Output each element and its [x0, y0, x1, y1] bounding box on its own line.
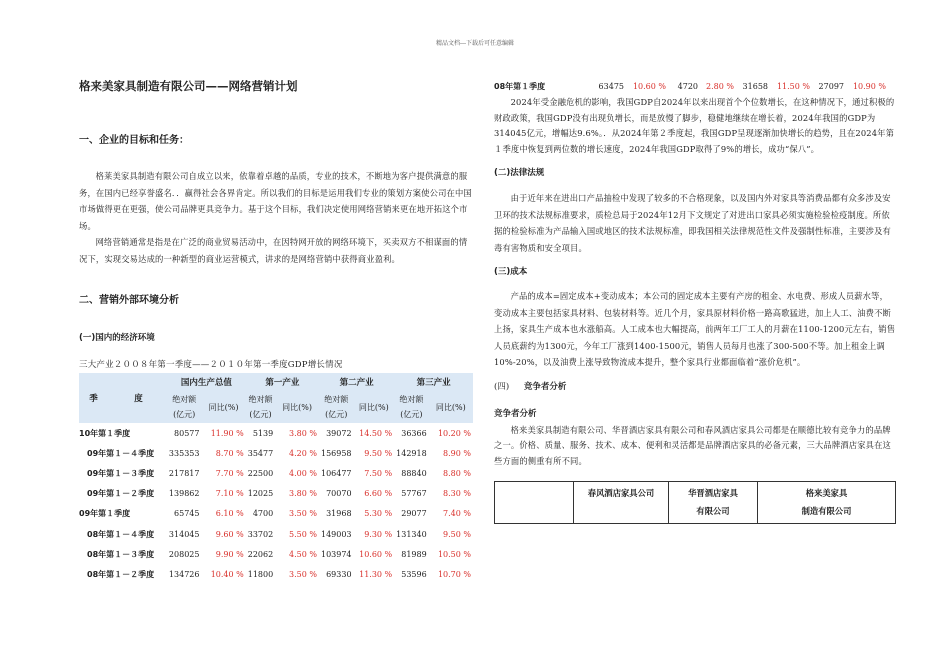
gdp-table: [79, 373, 473, 585]
law-subheading: (二)法律法规: [494, 168, 545, 179]
abs-header: 绝对额 (亿元): [394, 391, 429, 423]
yoy-percent-cell: 9.60 %: [215, 529, 244, 539]
table-row: [79, 463, 473, 483]
cost-subheading: (三)成本: [494, 267, 528, 278]
row-label: 09年第１－４季度: [87, 448, 155, 458]
comp-corner-cell: [495, 481, 574, 523]
left-column: [79, 78, 473, 585]
competitor-heading: 竞争者分析: [494, 408, 537, 419]
absolute-value-cell: 22062: [247, 549, 274, 559]
yoy-header: 同比(%): [429, 391, 473, 423]
yoy-percent-cell: 10.70 %: [437, 569, 471, 579]
section-1-heading: 一、企业的目标和任务：: [79, 135, 189, 146]
absolute-value-cell: 106477: [320, 468, 352, 478]
economy-paragraph: 2024年受金融危机的影响，我国GDP自2024年以来出现首个个位数增长，在这种情况下，通过积极的财政政策，我国GDP没有出现负增长，而是放慢了脚步，稳健地继续在增长着，2024年我国的GDP为314045亿元，增幅达9.6%。．从2024年第２季度起，我国GDP呈现逐渐加快增长的趋势，且在2024年第１季度中恢复到两位数的增长速度，2024年我国GDP取得了9%的增长，成功“保八”。: [494, 97, 895, 154]
yoy-percent-cell: 5.30 %: [364, 509, 393, 519]
absolute-value-cell: 57767: [401, 489, 427, 499]
absolute-value-cell: 5139: [252, 428, 274, 438]
row-label: 08年第１－４季度: [87, 529, 155, 539]
competitor-subheading: [494, 380, 896, 392]
table-row: [79, 443, 473, 463]
yoy-percent-cell: 3.50 %: [289, 569, 317, 579]
section-1-paragraph-1: 格莱美家具制造有限公司自成立以来，依靠着卓越的品质，专业的技术，不断地为客户提供满意的服务，在国内已经享誉盛名．．赢得社会各界肯定。所以我们的目标是运用我们专业的策划方案使公司在中国市场做得更在更强，使公司品牌更具竞争力。基于这个目标，我们决定使用网络营销来更在地开拓这个市场。: [79, 171, 472, 231]
season-header: 季 度: [79, 373, 167, 423]
primary-group-header: 第一产业: [246, 373, 319, 391]
absolute-value-cell: 139862: [168, 489, 200, 499]
row-label: 08年第１－２季度: [87, 569, 155, 579]
absolute-value-cell: 314045: [168, 529, 200, 539]
comp-col-chunfeng: 春风酒店家具公司: [574, 481, 669, 523]
competitor-subheading-text: 竞争者分析: [523, 381, 567, 392]
yoy-percent-cell: 9.50 %: [443, 529, 471, 539]
row-label: 09年第１季度: [79, 509, 131, 519]
law-paragraph: 由于近年来在进出口产品抽检中发现了较多的不合格现象，以及国内外对家具等消费品都有众多涉及安卫环的技术法规标准要求，质检总局于2024年12月下文规定了对进出口家具必须实施检验检疫制度。所依据的检验标准为产品输入国或地区的技术法规标准，即我国相关法律规范性文件及强制性标准，主要涉及有毒有害物质和安全项目。: [494, 193, 892, 253]
yoy-percent-cell: 14.50 %: [359, 428, 393, 438]
yoy-percent-cell: 4.00 %: [289, 468, 317, 478]
yoy-percent-cell: 9.50 %: [364, 448, 393, 458]
absolute-value-cell: 70070: [326, 489, 352, 499]
absolute-value-cell: 29077: [401, 509, 427, 519]
absolute-value-cell: 22500: [247, 468, 274, 478]
row-label: 08年第１季度: [494, 82, 546, 91]
row-label: 08年第１－３季度: [87, 549, 155, 559]
yoy-percent-cell: 5.50 %: [289, 529, 317, 539]
table-continued-row: [494, 78, 896, 95]
absolute-value-cell: 36366: [401, 428, 427, 438]
cell: 10.60 %: [632, 82, 666, 91]
right-column: [494, 78, 896, 524]
yoy-percent-cell: 4.20 %: [289, 448, 317, 458]
table-row: [79, 504, 473, 524]
yoy-percent-cell: 7.10 %: [215, 489, 244, 499]
cell: 63475: [598, 82, 624, 91]
table-row: [79, 564, 473, 584]
gdp-group-header: 国内生产总值: [167, 373, 246, 391]
economy-subheading: (一)国内的经济环境: [79, 333, 155, 343]
yoy-percent-cell: 7.40 %: [443, 509, 471, 519]
absolute-value-cell: 39072: [326, 428, 352, 438]
yoy-percent-cell: 9.30 %: [364, 529, 393, 539]
abs-header: 绝对额 (亿元): [319, 391, 354, 423]
cell: 2.80 %: [706, 82, 734, 91]
absolute-value-cell: 208025: [168, 549, 200, 559]
document-title: 格来美家具制造有限公司——网络营销计划: [79, 79, 298, 93]
absolute-value-cell: 134726: [168, 569, 200, 579]
absolute-value-cell: 35477: [247, 448, 274, 458]
secondary-group-header: 第二产业: [319, 373, 394, 391]
table-row: [79, 524, 473, 544]
absolute-value-cell: 33702: [247, 529, 274, 539]
competitor-table: [494, 481, 896, 524]
cell: 10.90 %: [852, 82, 886, 91]
absolute-value-cell: 11800: [247, 569, 274, 579]
abs-header: 绝对额 (亿元): [167, 391, 202, 423]
absolute-value-cell: 80577: [174, 428, 200, 438]
yoy-percent-cell: 8.80 %: [443, 468, 471, 478]
yoy-header: 同比(%): [354, 391, 395, 423]
table-row: [79, 544, 473, 564]
absolute-value-cell: 88840: [401, 468, 427, 478]
competitor-subheading-number: (四): [494, 381, 510, 392]
section-2-heading: 二、营销外部环境分析: [79, 295, 179, 306]
absolute-value-cell: 335353: [168, 448, 200, 458]
absolute-value-cell: 81989: [401, 549, 427, 559]
yoy-percent-cell: 10.50 %: [437, 549, 471, 559]
yoy-percent-cell: 10.60 %: [359, 549, 393, 559]
competitor-paragraph: 格来美家具制造有限公司、华晋酒店家具有限公司和春风酒店家具公司都是在顺德比较有竞争力的品牌之一。价格、质量、服务、技术、成本、便利和灵活都是品牌酒店家具的必备元素，三大品牌酒店家具在这些方面的侧重有所不同。: [494, 424, 892, 467]
yoy-percent-cell: 10.20 %: [437, 428, 471, 438]
section-1-paragraph-2: 网络营销通常是指是在广泛的商业贸易活动中，在因特网开放的网络环境下，买卖双方不相谋面的情况下，实现交易达成的一种新型的商业运营模式，讲求的是网络营销中获得商业盈利。: [79, 237, 468, 264]
absolute-value-cell: 156958: [320, 448, 352, 458]
abs-header: 绝对额 (亿元): [246, 391, 275, 423]
cell: 4720: [677, 82, 698, 91]
yoy-percent-cell: 8.30 %: [443, 489, 471, 499]
row-label: 09年第１－２季度: [87, 489, 155, 499]
yoy-header: 同比(%): [201, 391, 245, 423]
cell: 31658: [742, 82, 768, 91]
yoy-percent-cell: 9.90 %: [215, 549, 244, 559]
absolute-value-cell: 53596: [401, 569, 427, 579]
tertiary-group-header: 第三产业: [394, 373, 473, 391]
yoy-percent-cell: 3.80 %: [289, 428, 317, 438]
absolute-value-cell: 217817: [168, 468, 200, 478]
yoy-percent-cell: 6.10 %: [215, 509, 244, 519]
table-row: [79, 423, 473, 443]
yoy-percent-cell: 4.50 %: [289, 549, 317, 559]
yoy-percent-cell: 7.70 %: [215, 468, 244, 478]
yoy-percent-cell: 6.60 %: [364, 489, 393, 499]
page-header: 精品文档---下载后可任意编辑: [435, 40, 515, 47]
absolute-value-cell: 103974: [320, 549, 352, 559]
table-row: [79, 484, 473, 504]
yoy-header: 同比(%): [275, 391, 319, 423]
gdp-table-body: [79, 423, 473, 585]
cost-paragraph: 产品的成本=固定成本+变动成本；本公司的固定成本主要有产房的租金、水电费、形成人员薪水等，变动成本主要包括家具材料、包装材料等。近几个月，家具原材料价格一路高歌猛进，加上人工、油费不断上扬，家具生产成本也水涨船高。人工成本也大幅提高，前两年工厂工人的月薪在1100-1200元左右，销售人员底薪约为1300元，今年工厂涨到1400-1500元，销售人员每月也涨了300-500不等。加上租金上调10%-20%，以及油费上涨导致物流成本提升，整个家具行业都面临着“涨价危机”。: [494, 291, 896, 368]
absolute-value-cell: 4700: [252, 509, 274, 519]
gdp-table-caption: 三大产业２００８年第一季度——２０１０年第一季度GDP增长情况: [79, 360, 343, 370]
cell: 27097: [818, 82, 844, 91]
cell: 11.50 %: [776, 82, 810, 91]
absolute-value-cell: 131340: [396, 529, 427, 539]
row-label: 10年第１季度: [79, 428, 131, 438]
absolute-value-cell: 65745: [174, 509, 200, 519]
yoy-percent-cell: 7.50 %: [364, 468, 393, 478]
yoy-percent-cell: 11.90 %: [210, 428, 244, 438]
comp-col-huajin: 华晋酒店家具 有限公司: [669, 481, 758, 523]
yoy-percent-cell: 11.30 %: [359, 569, 393, 579]
absolute-value-cell: 142918: [396, 448, 427, 458]
absolute-value-cell: 149003: [320, 529, 352, 539]
absolute-value-cell: 12025: [247, 489, 274, 499]
yoy-percent-cell: 8.90 %: [443, 448, 471, 458]
absolute-value-cell: 31968: [326, 509, 352, 519]
absolute-value-cell: 69330: [326, 569, 352, 579]
comp-col-gelaimei: 格来美家具 制造有限公司: [758, 481, 896, 523]
yoy-percent-cell: 10.40 %: [210, 569, 244, 579]
yoy-percent-cell: 3.80 %: [289, 489, 317, 499]
row-label: 09年第１－３季度: [87, 468, 155, 478]
yoy-percent-cell: 8.70 %: [215, 448, 244, 458]
yoy-percent-cell: 3.50 %: [289, 509, 317, 519]
